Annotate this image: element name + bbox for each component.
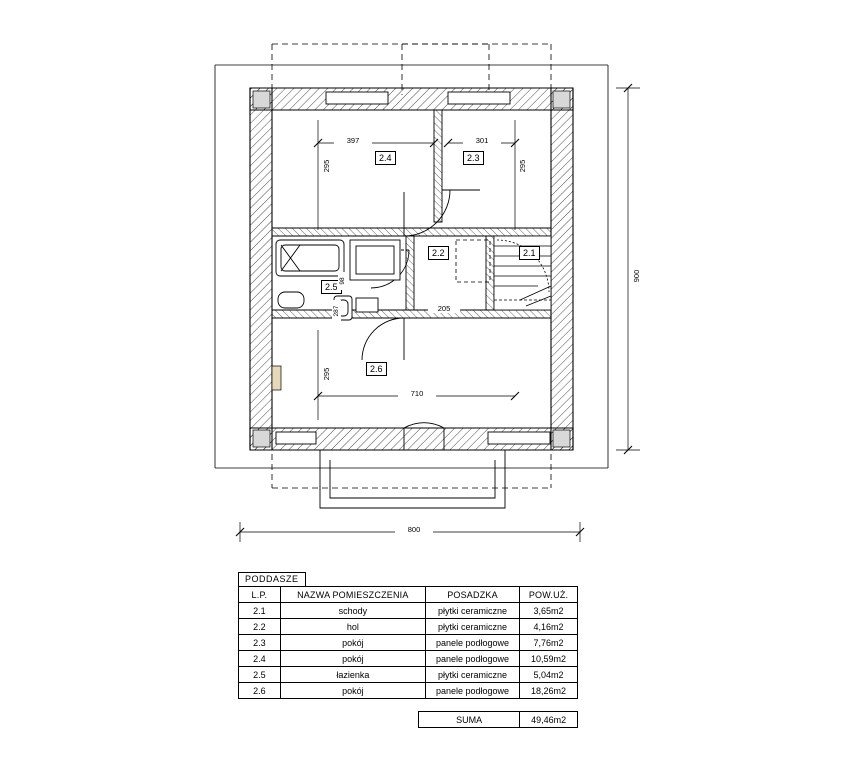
cell-lp: 2.5 — [239, 667, 281, 683]
header-area: POW.UŻ. — [520, 587, 578, 603]
table-row — [239, 619, 578, 635]
dim-295-right-top: 295 — [518, 152, 527, 180]
dim-98: 98 — [338, 272, 347, 290]
header-floor: POSADZKA — [425, 587, 519, 603]
sum-row — [419, 712, 578, 728]
dim-295-left-top: 295 — [322, 152, 331, 180]
table-row — [239, 635, 578, 651]
dim-287: 287 — [332, 300, 341, 322]
cell-area: 7,76m2 — [520, 635, 578, 651]
cell-lp: 2.6 — [239, 683, 281, 699]
cell-lp: 2.3 — [239, 635, 281, 651]
cell-floor: płytki ceramiczne — [425, 667, 519, 683]
cell-area: 3,65m2 — [520, 603, 578, 619]
room-tag-2-4: 2.4 — [375, 151, 396, 165]
room-tag-2-3: 2.3 — [463, 151, 484, 165]
cell-floor: panele podłogowe — [425, 635, 519, 651]
table-header-row — [239, 587, 578, 603]
cell-area: 5,04m2 — [520, 667, 578, 683]
dim-397: 397 — [334, 136, 372, 145]
header-name: NAZWA POMIESZCZENIA — [280, 587, 425, 603]
cell-lp: 2.1 — [239, 603, 281, 619]
entry-porch — [320, 450, 505, 508]
cell-area: 4,16m2 — [520, 619, 578, 635]
cell-lp: 2.2 — [239, 619, 281, 635]
schedule-title: PODDASZE — [238, 572, 306, 587]
cell-floor: płytki ceramiczne — [425, 603, 519, 619]
cell-area: 18,26m2 — [520, 683, 578, 699]
sum-value: 49,46m2 — [520, 712, 578, 728]
cell-floor: panele podłogowe — [425, 683, 519, 699]
table-row — [239, 651, 578, 667]
hall-dashed-box — [456, 240, 490, 282]
cell-name: pokój — [280, 683, 425, 699]
room-tag-2-1: 2.1 — [519, 246, 540, 260]
cell-name: schody — [280, 603, 425, 619]
sum-label: SUMA — [419, 712, 520, 728]
cell-lp: 2.4 — [239, 651, 281, 667]
cell-name: łazienka — [280, 667, 425, 683]
room-tag-2-2: 2.2 — [428, 246, 449, 260]
dim-295-left-bottom: 295 — [322, 360, 331, 388]
room-schedule-table — [238, 586, 578, 699]
cell-floor: płytki ceramiczne — [425, 619, 519, 635]
room-schedule — [238, 572, 578, 728]
room-tag-2-6: 2.6 — [366, 362, 387, 376]
cell-name: pokój — [280, 635, 425, 651]
sum-table — [418, 711, 578, 728]
header-lp: L.P. — [239, 587, 281, 603]
cell-area: 10,59m2 — [520, 651, 578, 667]
room-tag-2-5: 2.5 — [321, 280, 342, 294]
table-row — [239, 683, 578, 699]
cell-floor: panele podłogowe — [425, 651, 519, 667]
table-row — [239, 667, 578, 683]
dim-overall-width: 800 — [395, 525, 433, 534]
dim-710: 710 — [398, 389, 436, 398]
table-row — [239, 603, 578, 619]
dim-overall-height: 900 — [632, 262, 641, 290]
dim-301: 301 — [463, 136, 501, 145]
cell-name: hol — [280, 619, 425, 635]
dim-205: 205 — [428, 304, 460, 313]
cell-name: pokój — [280, 651, 425, 667]
